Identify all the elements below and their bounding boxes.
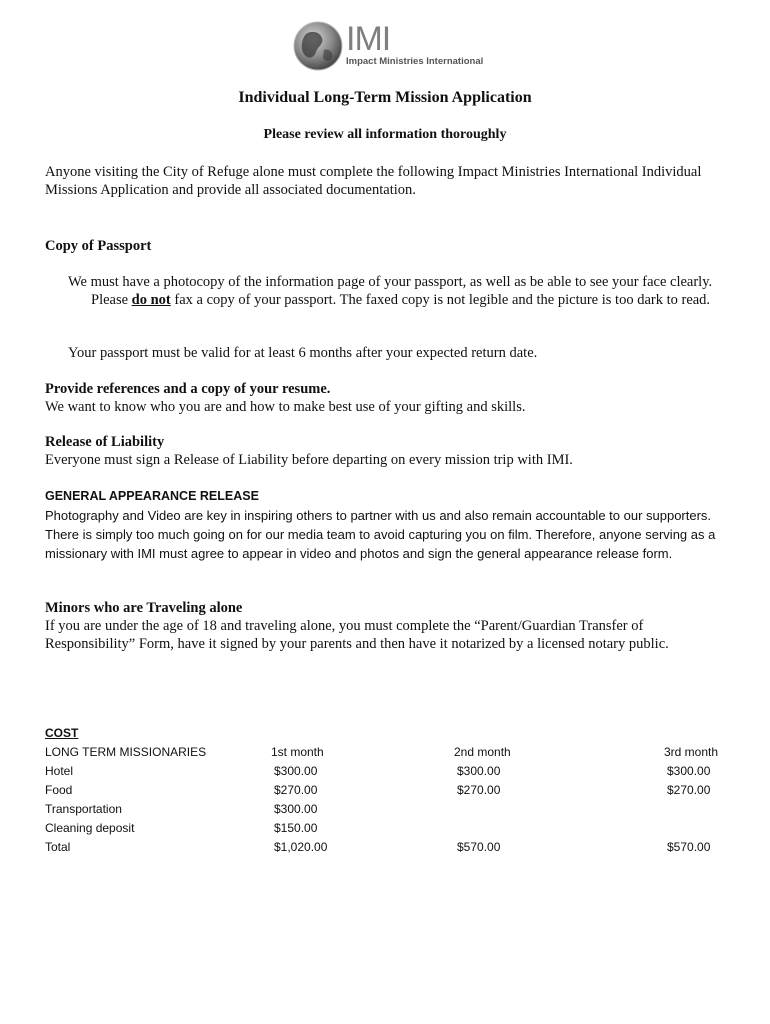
cost-month1: $300.00	[274, 802, 318, 816]
cost-month3: $300.00	[667, 764, 711, 778]
cost-table	[45, 724, 725, 864]
intro-paragraph: Anyone visiting the City of Refuge alone must complete the following Impact Ministries International Individual Missions Application and provide all associated documentation.	[45, 164, 702, 198]
appearance-heading: GENERAL APPEARANCE RELEASE	[45, 489, 259, 503]
cost-month1: $1,020.00	[274, 840, 328, 854]
imi-logo	[292, 20, 482, 76]
passport-text-2: fax a copy of your passport. The faxed copy is not legible and the picture is too dark to read.	[170, 292, 711, 308]
logo-name: IMI	[346, 20, 391, 58]
cost-month1: $300.00	[274, 764, 318, 778]
cost-month2: $570.00	[457, 840, 501, 854]
cost-header-label: LONG TERM MISSIONARIES	[45, 745, 207, 759]
minors-text: If you are under the age of 18 and traveling alone, you must complete the “Parent/Guardian Transfer of Responsibility” Form, have it signed by your parents and then have it notarized by a licensed notary public.	[45, 618, 669, 652]
passport-text-1: We must have a photocopy of the information page of your passport, as well as be able to see your face clearly. Please	[68, 274, 713, 308]
cost-month3: $570.00	[667, 840, 711, 854]
passport-heading: Copy of Passport	[45, 238, 152, 254]
cost-item-label: Cleaning deposit	[45, 821, 135, 835]
cost-item-label: Food	[45, 783, 73, 797]
appearance-text: Photography and Video are key in inspiring others to partner with us and also remain accountable to our supporters. There is simply too much going on for our media team to avoid capturing you on film. Therefore, anyone serving as a missionary with IMI must agree to appear in video and photos and sign the general appearance release form.	[45, 508, 716, 561]
liability-text: Everyone must sign a Release of Liability before departing on every mission trip with IMI.	[45, 452, 573, 468]
passport-emphasis: do not	[131, 292, 171, 308]
cost-month2: $300.00	[457, 764, 501, 778]
liability-heading: Release of Liability	[45, 434, 165, 450]
passport-validity: Your passport must be valid for at least 6 months after your expected return date.	[68, 345, 538, 361]
minors-heading: Minors who are Traveling alone	[45, 600, 243, 616]
cost-item-label: Total	[45, 840, 71, 854]
cost-header-month1: 1st month	[271, 745, 324, 759]
cost-item-label: Hotel	[45, 764, 74, 778]
references-heading: Provide references and a copy of your resume.	[45, 381, 331, 397]
references-text: We want to know who you are and how to make best use of your gifting and skills.	[45, 399, 526, 415]
passport-paragraph	[68, 273, 741, 309]
logo-subtitle: Impact Ministries International	[346, 56, 484, 67]
cost-month3: $270.00	[667, 783, 711, 797]
cost-heading: COST	[45, 726, 79, 740]
cost-month2: $270.00	[457, 783, 501, 797]
cost-month1: $270.00	[274, 783, 318, 797]
document-title: Individual Long-Term Mission Application	[238, 89, 532, 106]
cost-month1: $150.00	[274, 821, 318, 835]
cost-header-month2: 2nd month	[454, 745, 511, 759]
globe-icon	[292, 20, 344, 72]
cost-item-label: Transportation	[45, 802, 122, 816]
document-subtitle: Please review all information thoroughly	[263, 127, 507, 142]
cost-header-month3: 3rd month	[664, 745, 719, 759]
